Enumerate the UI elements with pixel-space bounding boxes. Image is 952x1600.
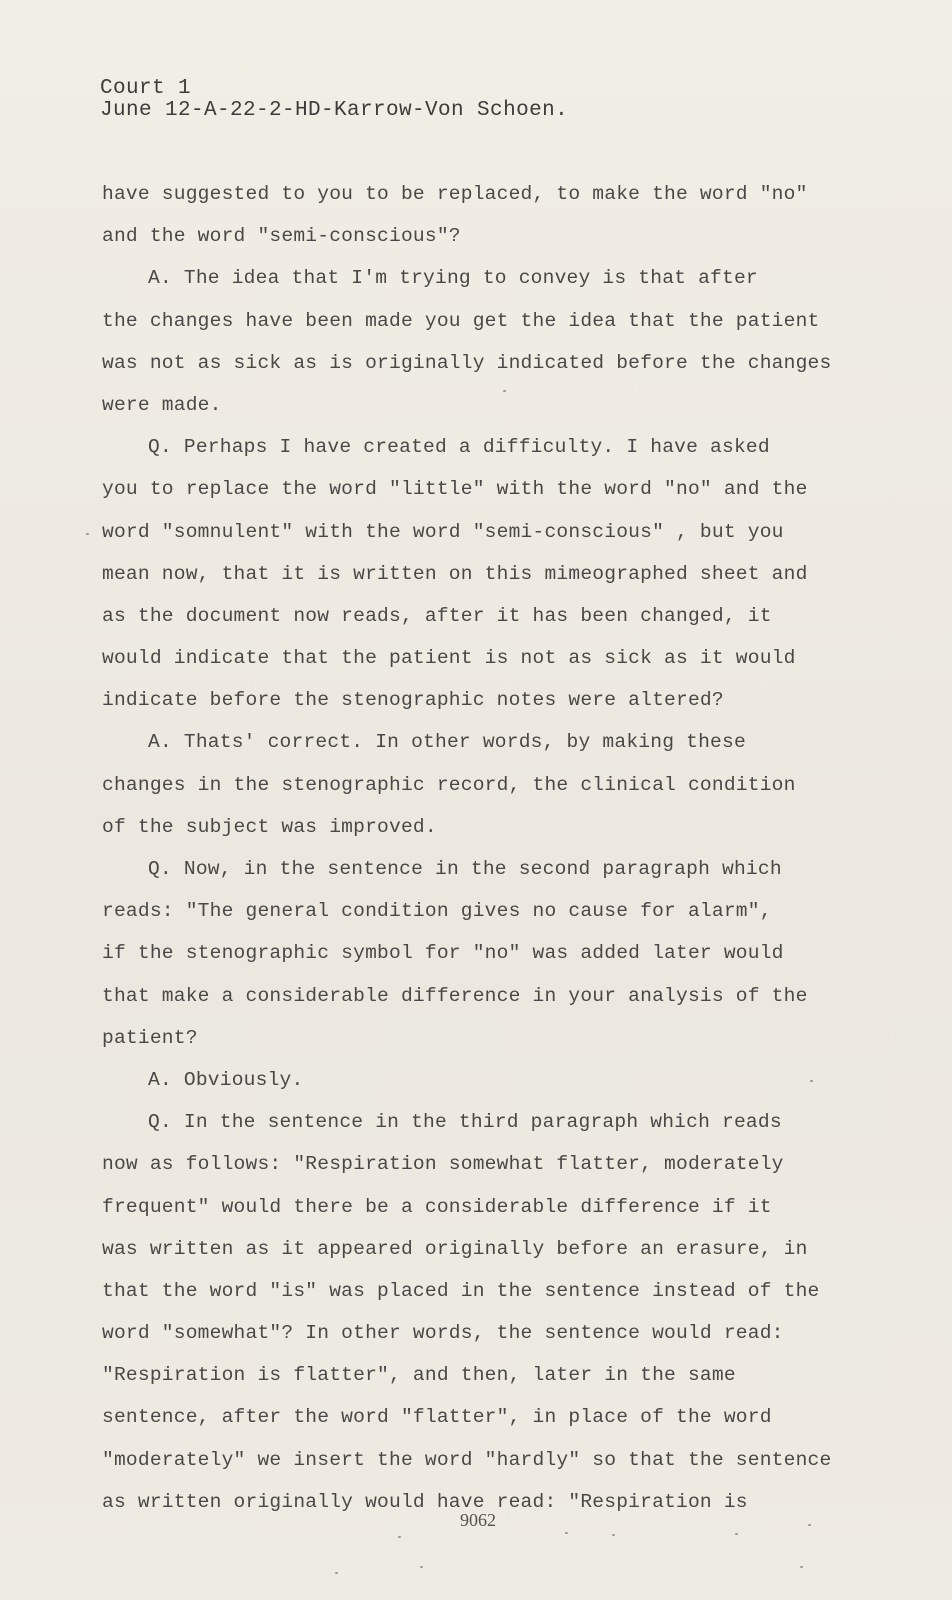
text-line: word "somnulent" with the word "semi-conscious" , but you	[102, 520, 784, 543]
text-line: would indicate that the patient is not as sick as it would	[102, 647, 796, 670]
paper-speck	[612, 1534, 615, 1536]
text-line: now as follows: "Respiration somewhat flatter, moderately	[102, 1153, 784, 1176]
text-line: frequent" would there be a considerable difference if it	[102, 1195, 772, 1218]
question-line: Q. Perhaps I have created a difficulty. I have asked	[148, 436, 770, 459]
text-line: "Respiration is flatter", and then, later in the same	[102, 1364, 736, 1387]
document-header	[100, 78, 568, 122]
paper-speck	[86, 533, 89, 535]
paper-speck	[565, 1532, 568, 1534]
text-line: that make a considerable difference in your analysis of the	[102, 984, 808, 1007]
text-line: you to replace the word "little" with the word "no" and the	[102, 478, 808, 501]
text-line: indicate before the stenographic notes were altered?	[102, 689, 724, 712]
paper-speck	[808, 1524, 811, 1526]
paper-speck	[420, 1566, 423, 1568]
court-label: Court 1	[100, 77, 192, 100]
text-line: sentence, after the word "flatter", in place of the word	[102, 1406, 772, 1429]
page-number: 9062	[460, 1510, 496, 1530]
paper-speck	[503, 390, 506, 392]
text-line: that the word "is" was placed in the sentence instead of the	[102, 1279, 820, 1302]
text-line: word "somewhat"? In other words, the sentence would read:	[102, 1322, 784, 1345]
text-line: was written as it appeared originally before an erasure, in	[102, 1237, 808, 1260]
case-reference: June 12-A-22-2-HD-Karrow-Von Schoen.	[100, 99, 569, 122]
text-line: of the subject was improved.	[102, 815, 437, 838]
text-line: mean now, that it is written on this mimeographed sheet and	[102, 562, 808, 585]
text-line: "moderately" we insert the word "hardly" so that the sentence	[102, 1448, 832, 1471]
answer-line: A. Thats' correct. In other words, by making these	[148, 731, 746, 754]
paper-speck	[735, 1533, 738, 1535]
question-line: Q. In the sentence in the third paragraph which reads	[148, 1111, 782, 1134]
answer-line: A. Obviously.	[148, 1068, 304, 1091]
question-line: Q. Now, in the sentence in the second paragraph which	[148, 858, 782, 880]
text-line: reads: "The general condition gives no cause for alarm",	[102, 900, 772, 923]
text-line: have suggested to you to be replaced, to make the word "no"	[102, 183, 808, 205]
transcript-body	[102, 181, 862, 1531]
paper-speck	[335, 1572, 338, 1574]
text-line: as the document now reads, after it has been changed, it	[102, 604, 772, 627]
text-line: changes in the stenographic record, the clinical condition	[102, 773, 796, 796]
text-line: were made.	[102, 393, 222, 416]
text-line: if the stenographic symbol for "no" was added later would	[102, 942, 784, 965]
text-line: and the word "semi-conscious"?	[102, 225, 461, 248]
text-line: the changes have been made you get the idea that the patient	[102, 309, 820, 332]
paper-speck	[810, 1080, 813, 1082]
text-line: patient?	[102, 1026, 198, 1049]
paper-speck	[398, 1536, 401, 1538]
text-line: was not as sick as is originally indicated before the changes	[102, 351, 832, 374]
text-line: as written originally would have read: "Respiration is	[102, 1490, 748, 1513]
answer-line: A. The idea that I'm trying to convey is that after	[148, 267, 758, 290]
paper-speck	[800, 1566, 803, 1568]
